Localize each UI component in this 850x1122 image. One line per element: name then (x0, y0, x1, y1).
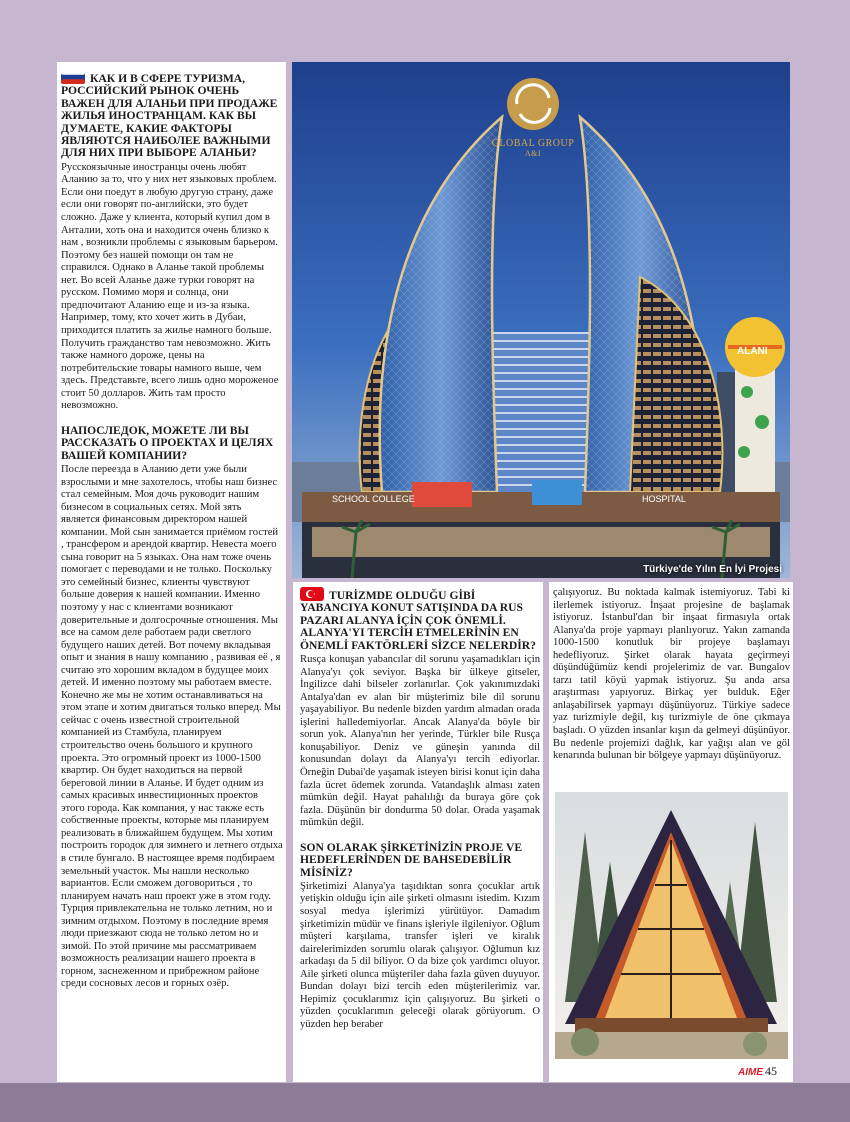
tower-sign: ALANI (737, 346, 768, 357)
hospital-sign: HOSPITAL (642, 494, 686, 504)
a-frame-cabin-image (555, 792, 788, 1059)
turkish-answer-1: Rusça konuşan yabancılar dil sorunu yaşamadıkları için Alanya'yı çok seviyor. Başka bir ülkeye gitseler, İngilizce dahi bilseler zorlanırlar. Çok yakınımızdaki Antalya'dan ev alan bir müşterimiz bile dil sorunu yaşayabiliyor. Bu nedenle bizden yardım almadan orada işlerini halledemiyorlar. Ancak Alanya'da böyle bir sorun yok. Alanya'nın her yerinde, Türkler bile Rusça konuşabiliyor. Deniz ve güneşin yanında dil konusundan dolayı da Alanya'yı tercih ediyorlar. Örneğin Dubai'de yaşamak isteyen birisi konut için daha fazla ücret ödemek zorunda. Vatandaşlık alması zaten mümkün değil. Hayat pahalılığı da buraya göre çok fazla. Düşünün bir dondurma 50 dolar. Orada yaşamak mümkün değil. (300, 654, 540, 829)
cabin-illustration (555, 792, 788, 1059)
logo-line-1: GLOBAL GROUP (491, 138, 575, 149)
russian-answer-2: После переезда в Аланию дети уже были взрослыми и мне захотелось, чтобы наш бизнес стал семейным. Моя дочь руководит нашим бизнесом в социальных сетях. Мой зять является финансовым директором нашей компании. Мой сын занимается приёмом гостей , трансфером и арендой квартир. Невеста моего сына говорит на 5 языках. Она нам тоже очень помогает с переводами и не только. Поскольку это семейный бизнес, клиенты чувствуют больше доверия к нашей компании. Именно поэтому у нас с клиентами возникают доверительные и долгосрочные отношения. Мы все на самом деле работаем ради светлого будущего наших детей. Вот почему вкладывая опыт и знания в нашу компанию , развивая её , я считаю это хорошим вкладом в будущее моих детей. И именно поэтому мы работаем вместе. Конечно же мы не хотим останавливаться на этом этапе и хотим двигаться только вперед. Мы сейчас с очень известной строительной компанией из Стамбула, планируем строительство очень большого и крупного проекта. Это огромный проект из 1000-1500 квартир. Он будет находиться на первой береговой линии в Аланье. И будет одним из самых красивых инвестиционных проектов этого города. Как компания, у нас также есть собственные проекты, которые мы планируем реализовать в ближайшем будущем. Мы хотим построить городок для зимнего и летнего отдыха в стиле бунгало. В настоящее время подбираем земельный участок. Мы нашли несколько вариантов. Если сможем договориться , то планируем начать наш проект уже в этом году. Турция привлекательна не только летним, но и зимним отдыхом. Поэтому в последние время люди приезжают сюда не только летом но и зимой. По этой причине мы рассматриваем возможность реализации нашего проекта в горном, заснеженном и прибрежном районе среди сосновых лесов и горных озёр. (61, 464, 283, 990)
russian-answer-1: Русскоязычные иностранцы очень любят Аланию за то, что у них нет языковых проблем. Если они поедут в любую другую страну, даже если они говорят по-английски, это будет сложно. Даже у клиента, который купил дом в Анталии, хоть она и находится очень близко к нам , возникли проблемы с языковым барьером. Поэтому без нашей помощи он там не справился. Однако в Аланье такой проблемы нет. Во всей Аланье даже турки говорят на русском. Помимо моря и солнца, они предпочитают Аланию еще и из-за языка. Например, тому, кто хочет жить в Дубаи, приходится платить за жилье намного больше. Получить гражданство там невозможно. Жить также намного дороже, цены на потребительские товары намного выше, чем здесь. Представьте, всего лишь одно мороженое стоит 50 долларов. Жить там просто невозможно. (61, 161, 279, 412)
russian-question-1: КАК И В СФЕРЕ ТУРИЗМА, РОССИЙСКИЙ РЫНОК ОЧЕНЬ ВАЖЕН ДЛЯ АЛАНЬИ ПРИ ПРОДАЖЕ ЖИЛЬЯ ИНОСТРАНЦАМ. КАК ВЫ ДУМАЕТЕ, КАКИЕ ФАКТОРЫ ЯВЛЯЮТСЯ НАИБОЛЕЕ ВАЖНЫМИ ДЛЯ НИХ ПРИ ВЫБОРЕ АЛАНЬИ? (61, 72, 278, 160)
page-number: 45 (765, 1064, 777, 1078)
turkey-flag-icon (300, 587, 324, 601)
logo-line-2: A&I (524, 149, 542, 158)
school-college-sign: SCHOOL COLLEGE (332, 494, 415, 504)
turkish-question-1: TURİZMDE OLDUĞU GİBİ YABANCIYA KONUT SATIŞINDA DA RUS PAZARI ALANYA İÇİN ÇOK ÖNEMLİ. ALANYA'YI TERCİH ETMELERİNİN EN ÖNEMLİ FAKTÖRLERİ SİZCE NELERDİR? (300, 589, 536, 652)
building-project-image (292, 62, 790, 578)
turkish-question-2: SON OLARAK ŞİRKETİNİZİN PROJE VE HEDEFLERİNDEN DE BAHSEDEBİLİR MİSİNİZ? (300, 840, 523, 879)
russian-question-2: НАПОСЛЕДОК, МОЖЕТЕ ЛИ ВЫ РАССКАЗАТЬ О ПРОЕКТАХ И ЦЕЛЯХ ВАШЕЙ КОМПАНИИ? (61, 423, 274, 462)
turkish-column-continued (553, 587, 790, 763)
russian-column (61, 70, 283, 991)
global-group-logo (483, 138, 583, 158)
turkish-answer-2-continued: çalışıyoruz. Bu noktada kalmak istemiyoruz. Tabi ki ilerlemek istiyoruz. İnşaat projesine de başlamak istiyoruz. İstanbul'dan bir inşaat firmasıyla ortak Alanya'da proje yapmayı planlıyoruz. Yakın zamanda 1000-1500 konutluk bir projeye başlamayı hedefliyoruz. Şirket olarak hayata geçirmeyi düşündüğümüz kendi projelerimiz de var. Bungalov tarzı tatil köyü yapmak istiyoruz. Şu anda arsa araştırması yapıyoruz. Birkaç yer bulduk. Eğer anlaşabilirsek yapmayı düşünüyoruz. Türkiye sadece yaz turizmiyle değil, kış turizmiyle de öne çıkmaya başladı. O yüzden insanlar kışın da gelmeyi düşünüyor. Bu nedenle projemizi dağlık, kar yağışı alan ve göl kenarında bulunan bir bölgeye yapmayı düşünüyoruz. (553, 587, 790, 762)
turkish-column (300, 587, 540, 1031)
page-footer (738, 1064, 777, 1080)
image-caption: Türkiye'de Yılın En İyi Projesi (643, 564, 782, 575)
aime-logo: AIME (738, 1067, 763, 1078)
russia-flag-icon (61, 70, 85, 84)
page-bottom-band (0, 1083, 850, 1122)
turkish-answer-2: Şirketimizi Alanya'ya taşıdıktan sonra çocuklar artık yetişkin olduğu için aile şirketi olmasını istedim. Kızım sosyal medya işlerimizi yürütüyor. Damadım şirketimizin müdür ve finans işleriyle ilgileniyor. Oğlum müşteri karşılama, transfer işleri ve kiralık dairelerimizden sorumlu olarak çalışıyor. Oğlumun kız arkadaşı da 5 dil biliyor. O da bize çok yardımcı oluyor. Aile şirketi olunca müşteriler daha fazla güven duyuyor. Bundan dolayı bizi tercih eden müşterilerimiz var. Hepimiz çocuklarımız için çalışıyoruz. Bu şirketi o yüzden çocuklarımın geleceği olarak görüyorum. O yüzden hep beraber (300, 880, 540, 1030)
